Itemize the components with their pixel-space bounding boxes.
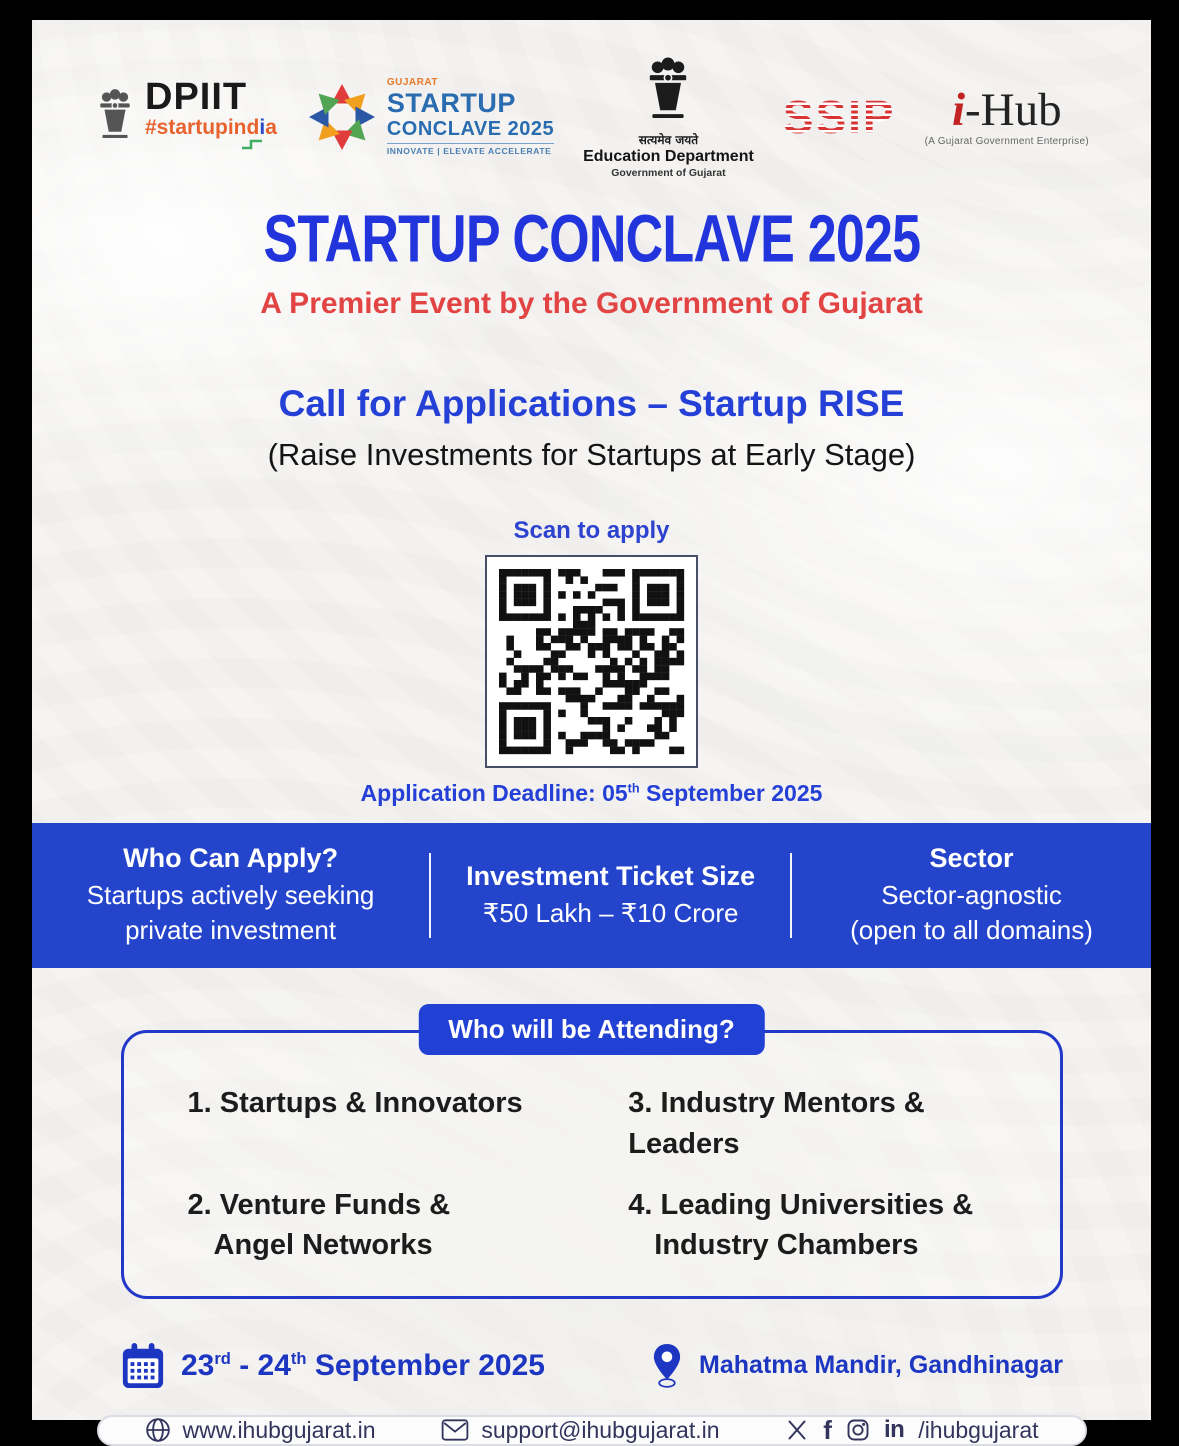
list-item: 1. Startups & Innovators [187, 1087, 523, 1120]
x-twitter-icon[interactable] [785, 1418, 809, 1442]
event-dates: 23rd - 24th September 2025 [181, 1348, 545, 1382]
logo-row [32, 54, 1151, 179]
facebook-icon[interactable]: f [823, 1415, 832, 1446]
linkedin-icon[interactable]: in [883, 1416, 905, 1444]
social-group [785, 1417, 1038, 1444]
ssip-wordmark: SSIP [782, 90, 896, 143]
page-title: STARTUP CONCLAVE 2025 [263, 202, 920, 277]
poster [32, 20, 1151, 1446]
gujarat-mark: GUJARAT [386, 76, 438, 88]
ssip-logo [782, 90, 896, 143]
gov-gujarat-label: Government of Gujarat [611, 166, 726, 179]
motto-text: सत्यमेव जयते [638, 133, 699, 147]
list-item: 2. Venture Funds & Angel Networks [187, 1188, 451, 1262]
startup-conclave-logo [306, 78, 554, 156]
education-dept-logo [583, 54, 754, 179]
attending-section [121, 1014, 1063, 1298]
instagram-icon[interactable] [846, 1418, 870, 1442]
email-link[interactable]: support@ihubgujarat.in [481, 1416, 720, 1443]
conclave-line1: STARTUP [386, 87, 516, 118]
info-band [32, 823, 1151, 968]
ihub-subtitle: (A Gujarat Government Enterprise) [924, 135, 1089, 147]
location-pin-icon [650, 1341, 684, 1391]
rise-expansion: (Raise Investments for Startups at Early Stage) [267, 437, 916, 473]
band-col-title: Sector [929, 843, 1014, 874]
band-col-who-can-apply: Who Can Apply? Startups actively seeking private investment [32, 837, 429, 954]
band-col-title: Investment Ticket Size [466, 860, 756, 891]
globe-icon [145, 1417, 171, 1443]
startupindia-tag: #startupindia [145, 116, 277, 140]
qr-code[interactable] [485, 555, 698, 768]
mail-icon [441, 1418, 469, 1442]
divider [387, 143, 554, 144]
band-col-sector: Sector Sector-agnostic (open to all domains) [792, 837, 1151, 954]
band-col-ticket-size: Investment Ticket Size ₹50 Lakh – ₹10 Crore [431, 837, 790, 954]
social-handle: /ihubgujarat [918, 1416, 1039, 1443]
page-subtitle: A Premier Event by the Government of Gujarat [260, 287, 923, 321]
footer-contact-bar [97, 1415, 1087, 1446]
green-step-icon [145, 137, 263, 155]
ihub-wordmark: i-Hub [951, 83, 1062, 136]
dpiit-wordmark: DPIIT [145, 76, 248, 119]
education-dept-label: Education Department [583, 148, 754, 166]
list-item: 4. Leading Universities & Industry Chambers [628, 1188, 974, 1262]
attending-title-pill: Who will be Attending? [418, 1004, 764, 1055]
email-group[interactable] [441, 1417, 719, 1444]
pinwheel-icon [306, 81, 378, 153]
ashoka-emblem-icon [642, 54, 694, 130]
list-item: 3. Industry Mentors & Leaders [628, 1087, 925, 1160]
qr-code-image [499, 569, 684, 754]
website-link[interactable]: www.ihubgujarat.in [182, 1416, 376, 1443]
ashoka-emblem-icon [94, 87, 136, 147]
band-col-title: Who Can Apply? [123, 843, 339, 874]
event-date-group [120, 1342, 545, 1390]
ihub-logo [924, 83, 1089, 147]
scan-to-apply-label: Scan to apply [513, 517, 670, 545]
event-venue-group [650, 1341, 1063, 1391]
event-details-row [32, 1341, 1151, 1391]
application-deadline: Application Deadline: 05th September 2025 [360, 780, 823, 807]
attending-box [121, 1030, 1063, 1298]
conclave-tagline: INNOVATE | ELEVATE ACCELERATE [386, 145, 552, 156]
dpiit-logo [94, 78, 277, 155]
website-group[interactable] [145, 1417, 376, 1444]
call-for-applications-heading: Call for Applications – Startup RISE [278, 383, 905, 425]
calendar-icon [120, 1342, 166, 1390]
conclave-line2: CONCLAVE 2025 [386, 117, 555, 140]
event-venue: Mahatma Mandir, Gandhinagar [699, 1351, 1063, 1380]
